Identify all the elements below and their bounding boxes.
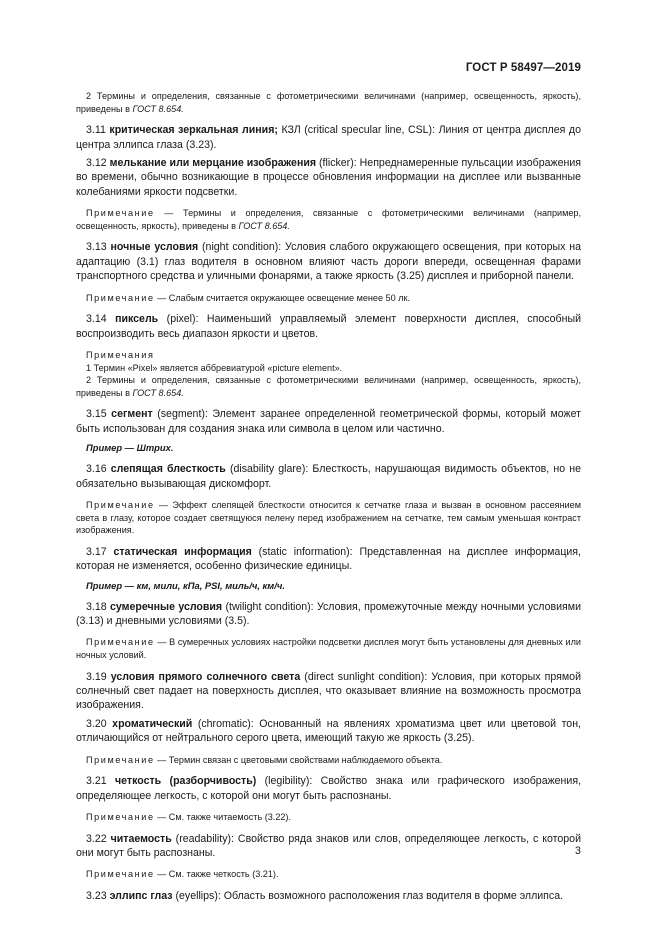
note-top: 2 Термины и определения, связанные с фотометрическими величинами (например, освещенность, яркость), приведены в ГОСТ 8.654. [76, 91, 581, 114]
example-3-17: Пример — км, мили, кПа, PSI, миль/ч, км/ч. [86, 579, 285, 591]
note-3-13: Примечание — Слабым считается окружающее освещение менее 50 лк. [86, 292, 411, 303]
term-3-15: 3.15 сегмент (segment): Элемент заранее определенной геометрической формы, который может быть использован для создания знака или символа в целом или частично. [76, 408, 581, 435]
note-3-20: Примечание — Термин связан с цветовыми свойствами наблюдаемого объекта. [86, 754, 443, 765]
term-3-11: 3.11 критическая зеркальная линия; КЗЛ (critical specular line, CSL): Линия от центра дисплея до центра эллипса глаза (3.23). [76, 124, 581, 151]
term-3-23: 3.23 эллипс глаз (eyellips): Область возможного расположения глаз водителя в форме эллипса. [86, 890, 564, 903]
note-label: Примечание [86, 292, 155, 303]
note-label: Примечание [86, 812, 155, 823]
term-name: условия прямого солнечного света [110, 670, 301, 683]
note-line: 2 Термины и определения, связанные с фотометрическими величинами (например, освещенность, яркость), приведены в ГОСТ 8.654. [76, 375, 581, 398]
standard-designation: ГОСТ Р 58497—2019 [465, 62, 581, 74]
term-3-14: 3.14 пиксель (pixel): Наименьший управляемый элемент поверхности дисплея, способный воспроизводить весь диапазон яркости и цветов. [76, 313, 581, 340]
page-number: 3 [575, 845, 581, 857]
term-name: четкость (разборчивость) [115, 775, 257, 788]
term-3-21: 3.21 четкость (разборчивость) (legibility): Свойство знака или графического изображения, определяющее легкость, с которой они могут быть распознаны. [76, 775, 582, 802]
term-3-19: 3.19 условия прямого солнечного света (direct sunlight condition): Условия, при которых прямой солнечный свет падает на поверхность дисплея, что оказывает влияние на возможность просмотра изображения. [76, 670, 581, 712]
term-name: читаемость [110, 832, 172, 845]
term-name: статическая информация [113, 545, 252, 558]
term-name: пиксель [115, 313, 159, 326]
term-name: сумеречные условия [110, 600, 223, 613]
note-3-12: Примечание — Термины и определения, связанные с фотометрическими величинами (например, освещенность, яркость), приведены в ГОСТ 8.654. [76, 208, 581, 231]
term-3-16: 3.16 слепящая блесткость (disability glare): Блесткость, нарушающая видимость объектов, но не обязательно вызывающая дискомфорт. [76, 463, 581, 490]
note-3-21: Примечание — См. также читаемость (3.22). [86, 812, 291, 823]
note-label: Примечание [86, 869, 155, 880]
note-label: Примечание [86, 500, 155, 511]
standard-reference: ГОСТ 8.654. [238, 220, 290, 231]
note-3-22: Примечание — См. также четкость (3.21). [86, 869, 279, 880]
term-3-17: 3.17 статическая информация (static information): Представленная на дисплее информация, которая не изменяется, особенно физические единицы. [76, 545, 581, 573]
note-3-16: Примечание — Эффект слепящей блесткости относится к сетчатке глаза и вызван в основном рассеянием света в глазу, которое создает светящуюся пелену перед изображением на сетчатке, тем самым уменьшая контраст изображения. [76, 500, 581, 536]
document-body [76, 90, 581, 907]
note-3-18: Примечание — В сумеречных условиях настройки подсветки дисплея могут быть установлены для дневных или ночных условий. [76, 637, 581, 661]
notes-label: Примечания [86, 350, 155, 361]
term-name: мелькание или мерцание изображения [109, 157, 317, 169]
term-3-20: 3.20 хроматический (chromatic): Основанный на явлениях хроматизма цвет или цветовой тон, отличающийся от нейтрального серого цвета, имеющий такую же яркость (3.25). [76, 717, 581, 745]
term-3-13: 3.13 ночные условия (night condition): Условия слабого окружающего освещения, при которых на адаптацию (3.1) глаз водителя в основном влияют часть дороги впереди, освещенная фарами транспортного средства и уличными фонарями, а также яркость (3.25) дисплея и приборной панели. [76, 241, 581, 283]
note-line: 1 Термин «Pixel» является аббревиатурой «picture element». [86, 362, 343, 373]
term-3-12: 3.12 мелькание или мерцание изображения (flicker): Непреднамеренные пульсации изображения во времени, обычно возникающие в процессе обновления информации на дисплее или вызванные колебаниями яркости подсветки. [76, 157, 581, 198]
term-3-22: 3.22 читаемость (readability): Свойство ряда знаков или слов, определяющее легкость, с которой они могут быть распознаны. [76, 832, 581, 860]
notes-3-14 [76, 349, 581, 399]
note-label: Примечание [86, 208, 155, 219]
term-name: эллипс глаз [109, 890, 173, 903]
example-3-15: Пример — Штрих. [86, 442, 174, 454]
term-name: сегмент [111, 408, 153, 421]
term-name: слепящая блесткость [110, 463, 226, 476]
standard-reference: ГОСТ 8.654. [132, 103, 184, 114]
note-label: Примечание [86, 637, 155, 648]
term-name: хроматический [112, 717, 193, 730]
standard-reference: ГОСТ 8.654. [132, 387, 184, 398]
term-name: ночные условия [110, 241, 199, 254]
note-label: Примечание [86, 754, 155, 765]
term-name: критическая зеркальная линия; [109, 124, 278, 137]
term-3-18: 3.18 сумеречные условия (twilight condition): Условия, промежуточные между ночными условиями (3.13) и дневными условиями (3.5). [76, 600, 581, 628]
